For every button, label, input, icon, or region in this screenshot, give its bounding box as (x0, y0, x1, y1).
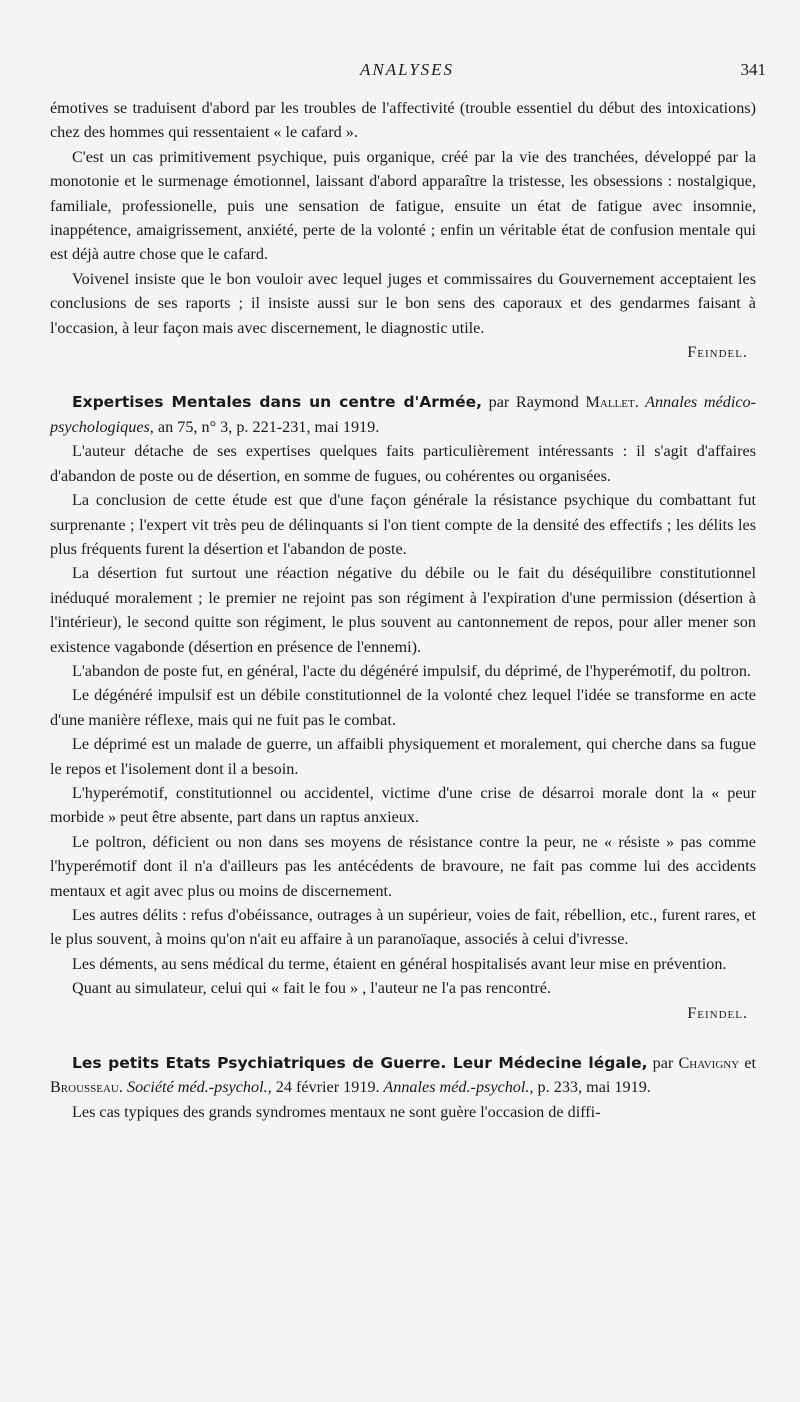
review-signature: Feindel. (687, 343, 748, 362)
paragraph: Le déprimé est un malade de guerre, un affaibli physiquement et moralement, qui cherche dans sa fugue le repos et l'isolement dont il a besoin. (50, 735, 756, 778)
body-text (50, 96, 756, 1124)
page-number: 341 (740, 60, 766, 79)
review-entry-petits-etats (50, 1051, 756, 1124)
paragraph: Voivenel insiste que le bon vouloir avec lequel juges et commissaires du Gouvernement acceptaient les conclusions de ses raports ; il insiste aussi sur le bon sens des caporaux et des gendarmes faisant à l'occasion, à leur façon mais avec discernement, le diagnostic utile. (50, 269, 756, 337)
entry-reference: an 75, n° 3, p. 221-231, mai 1919. (153, 417, 380, 436)
entry-heading (50, 390, 756, 439)
entry-author: Chavigny (678, 1054, 740, 1073)
entry-title: Les petits Etats Psychiatriques de Guerre. Leur Médecine légale, (72, 1054, 648, 1073)
running-header (48, 60, 766, 86)
entry-by: par (647, 1054, 679, 1073)
paragraph: Les cas typiques des grands syndromes mentaux ne sont guère l'occasion de diffi- (72, 1102, 601, 1121)
paragraph: Quant au simulateur, celui qui « fait le fou » , l'auteur ne l'a pas rencontré. (72, 979, 551, 998)
paragraph: C'est un cas primitivement psychique, puis organique, créé par la vie des tranchées, développé par la monotonie et le surmenage émotionnel, laissant d'abord apparaître la tristesse, les obsessions : nostalgique, familiale, professionelle, puis une sensation de fatigue, ensuite un état de fatigue avec insomnie, inappétence, amaigrissement, anxiété, perte de la volonté ; enfin un véritable état de confusion mentale qui est déjà autre chose que le cafard. (50, 147, 756, 264)
entry-date: 24 février 1919. (271, 1078, 380, 1097)
running-title: ANALYSES (359, 60, 455, 79)
paragraph: La conclusion de cette étude est que d'une façon générale la résistance psychique du combattant fut surprenante ; l'expert vit très peu de délinquants si l'on tient compte de la densité des effectifs ; les délits les plus fréquents furent la désertion et l'abandon de poste. (50, 491, 756, 558)
paragraph: L'hyperémotif, constitutionnel ou accidentel, victime d'une crise de désarroi morale dont la « peur morbide » peut être absente, part dans un raptus anxieux. (50, 783, 756, 827)
entry-journal: Annales médico-psychologiques, (50, 393, 756, 436)
entry-by: par Raymond (482, 393, 586, 412)
entry-heading (50, 1051, 756, 1100)
paragraph: Le poltron, déficient ou non dans ses moyens de résistance contre la peur, ne « résiste » pas comme l'hyperémotif dont il n'a d'ailleurs pas les antécédents de bravoure, ne fait pas comme lui des accidents mentaux et agit avec plus ou moins de discernement. (50, 832, 756, 900)
paragraph: Le dégénéré impulsif est un débile constitutionnel de la volonté chez lequel l'idée se transforme en acte d'une manière réflexe, mais qui ne fuit pas le combat. (50, 686, 756, 729)
entry-journal: Annales méd.-psychol., (379, 1078, 534, 1097)
entry-and: et (739, 1054, 757, 1073)
entry-author: Brousseau. (50, 1078, 123, 1097)
paragraph: L'abandon de poste fut, en général, l'acte du dégénéré impulsif, du déprimé, de l'hyperémotif, du poltron. (72, 661, 751, 680)
entry-reference: p. 233, mai 1919. (533, 1078, 651, 1097)
review-signature: Feindel. (687, 1003, 748, 1022)
paragraph: émotives se traduisent d'abord par les troubles de l'affectivité (trouble essentiel du début des intoxications) chez des hommes qui ressentaient « le cafard ». (50, 99, 756, 142)
paragraph: Les déments, au sens médical du terme, étaient en général hospitalisés avant leur mise en prévention. (72, 954, 727, 973)
entry-title: Expertises Mentales dans un centre d'Armée, (72, 393, 482, 412)
paragraph: Les autres délits : refus d'obéissance, outrages à un supérieur, voies de fait, rébellion, etc., furent rares, et le plus souvent, à moins qu'on n'ait eu affaire à un paranoïaque, associés à celui d'ivresse. (50, 906, 756, 949)
entry-society: Société méd.-psychol., (122, 1078, 272, 1097)
paragraph: La désertion fut surtout une réaction négative du débile ou le fait du déséquilibre constitutionnel inéduqué moralement ; le premier ne rejoint pas son régiment à l'expiration d'une permission (désertion à l'intérieur), le second quitte son régiment, le plus souvent au cantonnement de repos, pour aller mener son existence vagabonde (désertion en présence de l'ennemi). (50, 564, 756, 656)
paragraph: L'auteur détache de ses expertises quelques faits particulièrement intéressants : il s'agit d'affaires d'abandon de poste ou de désertion, en somme de fugues, ou cohérentes ou organisées. (50, 442, 756, 485)
review-entry-expertises (50, 390, 756, 1025)
entry-author: Mallet. (585, 393, 639, 412)
